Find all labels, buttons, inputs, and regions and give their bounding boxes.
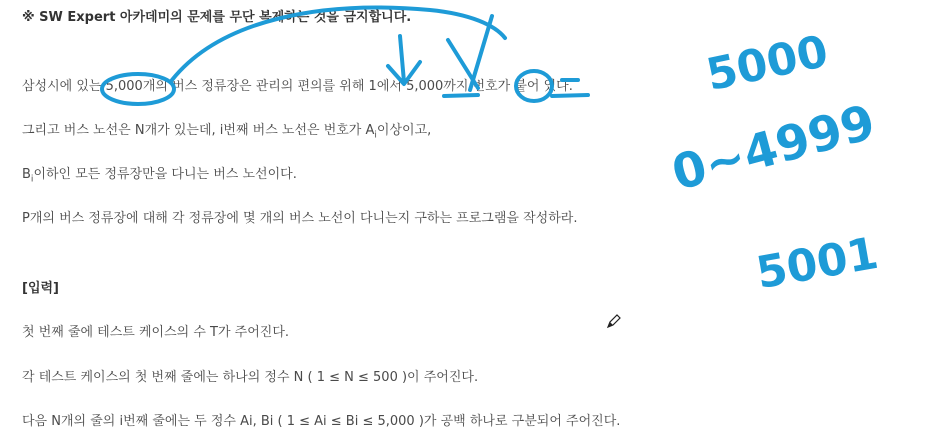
subscript-i: i: [30, 174, 34, 185]
input-line-1: 첫 번째 줄에 테스트 케이스의 수 T가 주어진다.: [22, 325, 290, 340]
description-line-1: 삼성시에 있는 5,000개의 버스 정류장은 관리의 편의를 위해 1에서 5,000까지 번호가 붙어 있다.: [22, 79, 573, 94]
handwritten-note-range: 0~4999: [666, 94, 881, 202]
description-line-3-head: B: [22, 167, 31, 182]
description-line-2-text: 그리고 버스 노선은 N개가 있는데, i번째 버스 노선은 번호가 A: [22, 123, 375, 138]
description-line-2: [22, 122, 431, 140]
input-line-3: 다음 N개의 줄의 i번째 줄에는 두 정수 Ai, Bi ( 1 ≤ Ai ≤ Bi ≤ 5,000 )가 공백 하나로 구분되어 주어진다.: [22, 414, 621, 429]
description-line-3-text: 이하인 모든 정류장만을 다니는 버스 노선이다.: [33, 167, 297, 182]
description-line-3: [22, 166, 297, 184]
description-line-4: P개의 버스 정류장에 대해 각 정류장에 몇 개의 버스 노선이 다니는지 구하는 프로그램을 작성하라.: [22, 211, 578, 226]
input-line-2: 각 테스트 케이스의 첫 번째 줄에는 하나의 정수 N ( 1 ≤ N ≤ 500 )이 주어진다.: [22, 370, 479, 385]
pencil-cursor-icon: [606, 312, 622, 330]
input-heading: [입력]: [22, 281, 59, 296]
subscript-i: i: [374, 130, 377, 141]
handwritten-note-5001: 5001: [752, 227, 882, 300]
handwritten-note-5000: 5000: [702, 25, 833, 102]
description-line-2-tail: 이상이고,: [376, 123, 432, 138]
copyright-notice: ※ SW Expert 아카데미의 문제를 무단 복제하는 것을 금지합니다.: [22, 10, 412, 25]
